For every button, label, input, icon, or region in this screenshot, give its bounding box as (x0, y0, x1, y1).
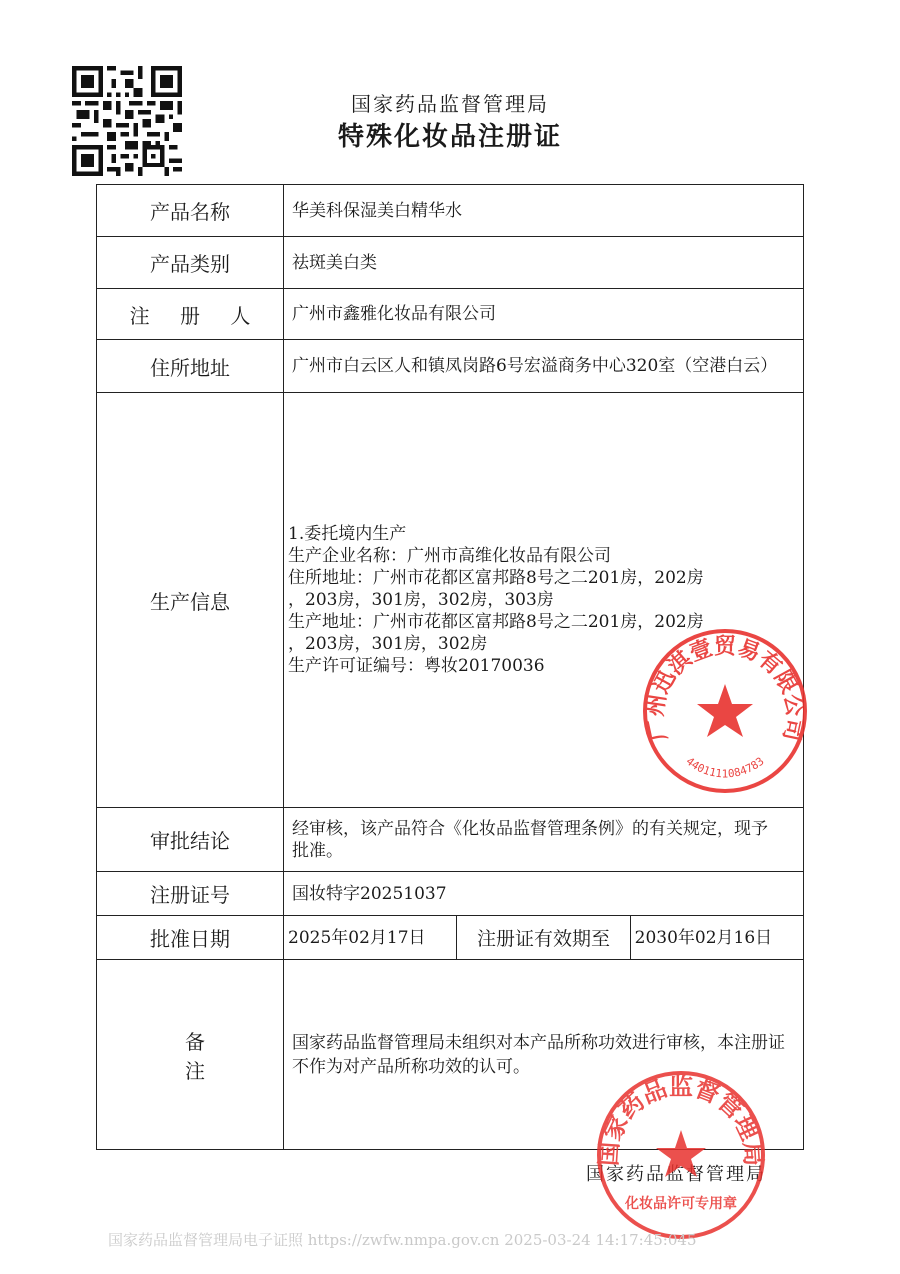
value-approval-date: 2025年02月17日 (284, 916, 457, 960)
footer-watermark: 国家药品监督管理局电子证照 https://zwfw.nmpa.gov.cn 2025-03-24 14:17:45:045 (108, 1231, 697, 1249)
document-title: 特殊化妆品注册证 (337, 122, 562, 152)
row-product-name (97, 185, 804, 237)
label-registrant: 注 册 人 (129, 303, 263, 328)
label-approval-date: 批准日期 (97, 916, 284, 960)
label-review-conclusion: 审批结论 (97, 808, 284, 872)
production-line: 生产地址：广州市花都区富邦路8号之二201房，202房 (288, 612, 704, 632)
value-registrant: 广州市鑫雅化妆品有限公司 (284, 289, 804, 340)
issuing-agency: 国家药品监督管理局 (351, 92, 549, 116)
value-registration-no: 国妆特字20251037 (284, 872, 804, 916)
production-line: ，203房，301房，302房，303房 (288, 590, 554, 610)
company-seal-code: 4401111084783 (683, 754, 767, 781)
row-product-category (97, 237, 804, 289)
production-line: 1.委托境内生产 (288, 524, 407, 544)
footer-issuer: 国家药品监督管理局 (586, 1164, 766, 1185)
label-product-name: 产品名称 (97, 185, 284, 237)
value-remarks: 国家药品监督管理局未组织对本产品所称功效进行审核，本注册证不作为对产品所称功效的认可。 (284, 960, 804, 1150)
production-line: 生产许可证编号：粤妆20170036 (288, 656, 545, 676)
star-icon (697, 684, 753, 737)
row-dates (97, 916, 804, 960)
row-registration-no (97, 872, 804, 916)
company-seal (640, 626, 810, 796)
value-address: 广州市白云区人和镇凤岗路6号宏溢商务中心320室（空港白云） (284, 340, 804, 393)
value-valid-until: 2030年02月16日 (630, 916, 803, 960)
star-icon (656, 1130, 706, 1177)
production-line: ，203房，301房，302房 (288, 634, 488, 654)
row-address (97, 340, 804, 393)
label-valid-until: 注册证有效期至 (457, 916, 630, 960)
value-product-name: 华美科保湿美白精华水 (284, 185, 804, 237)
production-line: 住所地址：广州市花都区富邦路8号之二201房，202房 (288, 568, 704, 588)
label-remarks-text: 备 注 (185, 1029, 245, 1083)
label-production-info: 生产信息 (97, 393, 284, 808)
value-review-conclusion: 经审核，该产品符合《化妆品监督管理条例》的有关规定，现予批准。 (284, 808, 804, 872)
label-registration-no: 注册证号 (97, 872, 284, 916)
label-remarks (145, 1026, 245, 1084)
production-line: 生产企业名称：广州市高维化妆品有限公司 (288, 546, 611, 566)
label-address: 住所地址 (97, 340, 284, 393)
svg-text:4401111084783 (683, 755, 766, 781)
label-product-category: 产品类别 (97, 237, 284, 289)
value-product-category: 祛斑美白类 (284, 237, 804, 289)
agency-seal-text: 国家药品监督管理局 (594, 1072, 768, 1167)
agency-seal (594, 1068, 768, 1242)
company-seal-text: 广州迅淇壹贸易有限公司 (643, 634, 807, 743)
row-registrant (97, 289, 804, 340)
agency-seal-subtext: 化妆品许可专用章 (625, 1196, 737, 1212)
row-review-conclusion (97, 808, 804, 872)
